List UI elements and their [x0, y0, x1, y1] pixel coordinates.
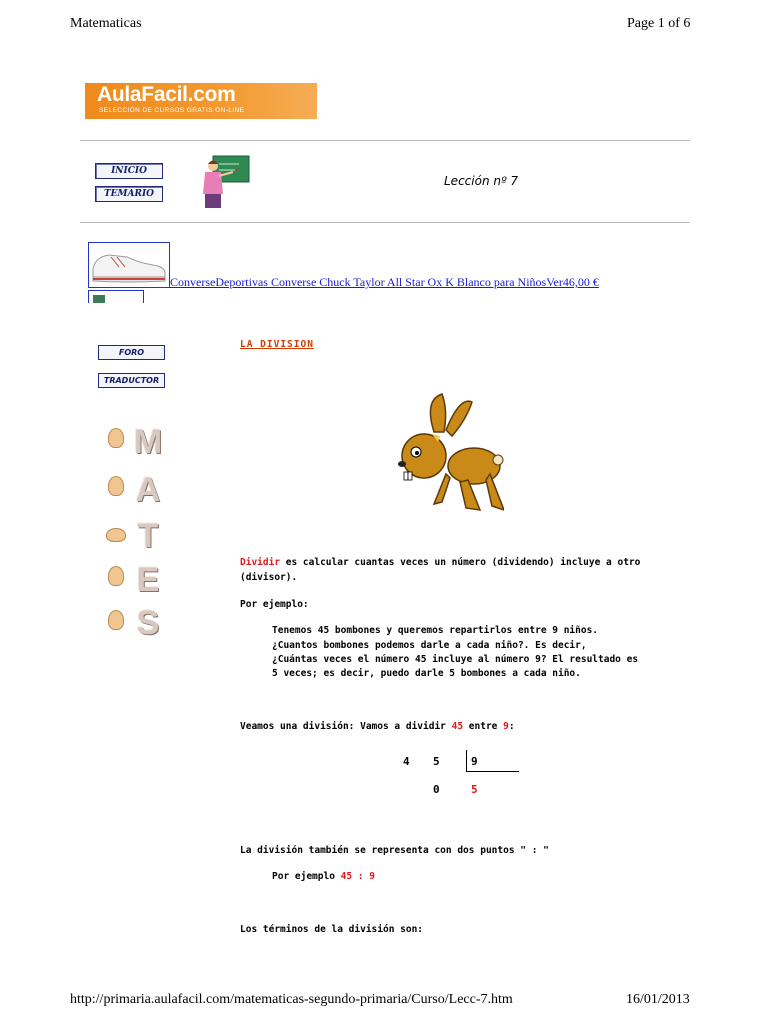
inicio-button[interactable]: INICIO	[95, 163, 163, 179]
temario-button[interactable]: TEMARIO	[95, 186, 163, 202]
example-line: Tenemos 45 bombones y queremos repartirlos entre 9 niños.	[272, 625, 599, 636]
definition-line-1	[240, 557, 640, 568]
division-bar-horizontal	[466, 771, 519, 772]
lesson-title: Lección nº 7	[444, 174, 519, 188]
quotient-digit: 5	[471, 783, 478, 796]
page-indicator: Page 1 of 6	[627, 16, 691, 31]
foro-button[interactable]: FORO	[98, 345, 165, 360]
divisor-digit: 9	[471, 755, 478, 768]
dividend-digit: 5	[433, 755, 440, 768]
example-line: 5 veces; es decir, puedo darle 5 bombones a cada niño.	[272, 668, 581, 679]
logo-tagline: SELECCIÓN DE CURSOS GRATIS ON-LINE	[99, 107, 245, 114]
lesson-heading: LA DIVISION	[240, 339, 314, 350]
definition-text: es calcular cuantas veces un número (dividendo) incluye a otro	[280, 557, 641, 568]
footer-url: http://primaria.aulafacil.com/matematicas-segundo-primaria/Curso/Lecc-7.htm	[70, 992, 513, 1007]
ad-thumbnail[interactable]	[88, 290, 144, 303]
colon-example-prefix: Por ejemplo	[272, 871, 341, 882]
document-title: Matematicas	[70, 16, 142, 31]
traductor-button[interactable]: TRADUCTOR	[98, 373, 165, 388]
veamos-dividend: 45	[451, 721, 464, 732]
footer-date: 16/01/2013	[626, 992, 690, 1007]
example-line: ¿Cuántas veces el número 45 incluye al número 9? El resultado es	[272, 654, 639, 665]
ad-thumb-icon	[89, 292, 143, 304]
mates-kid-icon	[106, 528, 126, 542]
colon-example: 45 : 9	[340, 871, 375, 882]
aulafacil-logo[interactable]	[85, 83, 317, 119]
mates-letter-a: A	[135, 471, 161, 509]
definition-line-2: (divisor).	[240, 572, 298, 583]
definition-keyword: Dividir	[240, 557, 281, 568]
logo-name: AulaFacil.com	[97, 83, 236, 106]
mates-letter-m: M	[133, 423, 163, 461]
divider-bottom	[80, 222, 690, 223]
shoe-ad-image[interactable]	[88, 242, 170, 288]
mates-kid-icon	[108, 566, 124, 586]
veamos-line	[240, 721, 515, 732]
terms-line: Los términos de la división son:	[240, 924, 424, 935]
dividend-digit: 4	[403, 755, 410, 768]
veamos-text: Veamos una división: Vamos a dividir	[240, 721, 452, 732]
colon-example-line	[272, 871, 375, 882]
veamos-divisor: 9	[503, 721, 509, 732]
veamos-text: entre	[463, 721, 504, 732]
rabbit-illustration	[394, 390, 504, 518]
teacher-illustration	[199, 154, 251, 210]
mates-letter-t: T	[137, 517, 159, 555]
mates-letter-s: S	[136, 604, 160, 642]
division-bar-vertical	[466, 750, 467, 772]
colon-line: La división también se representa con dos puntos " : "	[240, 845, 549, 856]
example-line: ¿Cuantos bombones podemos darle a cada niño?. Es decir,	[272, 640, 587, 651]
veamos-text: :	[508, 721, 515, 732]
shoe-ad-link[interactable]: ConverseDeportivas Converse Chuck Taylor All Star Ox K Blanco para NiñosVer46,00 €	[170, 275, 599, 289]
mates-kid-icon	[108, 476, 124, 496]
mates-letter-e: E	[136, 561, 160, 599]
sneaker-icon	[89, 243, 169, 287]
mates-kid-icon	[108, 610, 124, 630]
remainder-digit: 0	[433, 783, 440, 796]
example-label: Por ejemplo:	[240, 599, 309, 610]
mates-kid-icon	[108, 428, 124, 448]
divider-top	[80, 140, 690, 141]
